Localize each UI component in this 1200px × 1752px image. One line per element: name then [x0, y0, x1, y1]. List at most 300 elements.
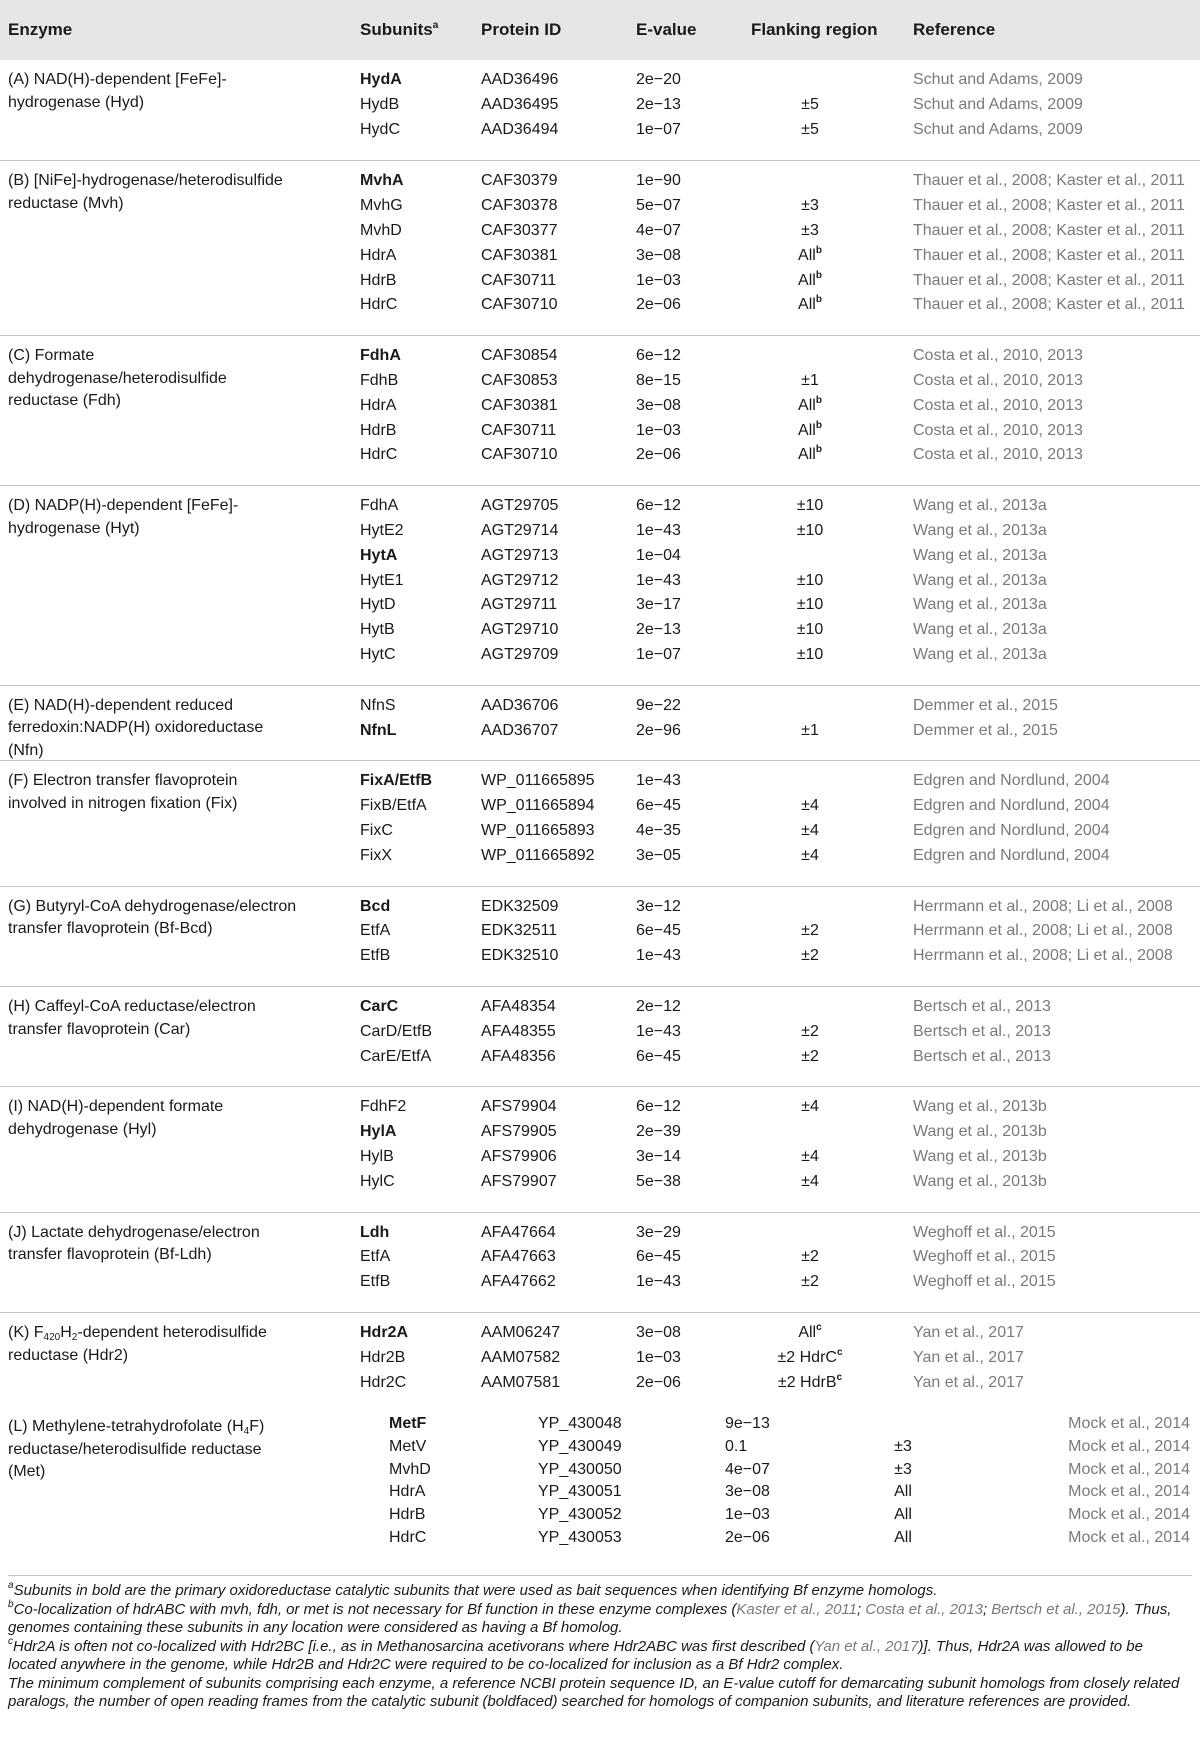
subunit-cell: MvhD: [360, 221, 402, 239]
reference-cell[interactable]: Costa et al., 2010, 2013: [913, 371, 1083, 389]
flanking-text: ±2: [801, 1022, 819, 1040]
flanking-text: ±4: [801, 797, 819, 815]
evalue-cell: 3e−29: [636, 1223, 681, 1241]
flanking-cell: [730, 1272, 890, 1292]
subunit-cell: HdrC: [389, 1528, 427, 1546]
flanking-text: ±3: [801, 197, 819, 215]
evalue-cell: 4e−07: [636, 221, 681, 239]
header-flanking: Flanking region: [751, 20, 878, 39]
flanking-text: ±5: [801, 120, 819, 138]
reference-cell[interactable]: Wang et al., 2013b: [913, 1172, 1047, 1190]
reference-cell[interactable]: Wang et al., 2013b: [913, 1147, 1047, 1165]
subunit-cell: FdhA: [360, 347, 401, 365]
reference-cell[interactable]: Wang et al., 2013a: [913, 596, 1047, 614]
reference-cell[interactable]: Mock et al., 2014: [1068, 1438, 1190, 1456]
protein-id-cell: AFS79904: [481, 1098, 557, 1116]
flanking-cell: [730, 1348, 890, 1368]
flanking-cell: [730, 120, 890, 140]
reference-cell[interactable]: Weghoff et al., 2015: [913, 1248, 1056, 1266]
reference-cell[interactable]: Wang et al., 2013a: [913, 645, 1047, 663]
flanking-cell: [730, 1247, 890, 1267]
subunit-cell: HylC: [360, 1172, 395, 1190]
flanking-text: ±2: [801, 1047, 819, 1065]
flanking-cell: [730, 196, 890, 216]
reference-cell[interactable]: Mock et al., 2014: [1068, 1506, 1190, 1524]
reference-cell[interactable]: Wang et al., 2013a: [913, 571, 1047, 589]
reference-cell[interactable]: Bertsch et al., 2013: [913, 1022, 1051, 1040]
subunit-cell: CarD/EtfB: [360, 1022, 433, 1040]
enzyme-name: (F) Electron transfer flavoprotein involved in nitrogen fixation (Fix): [8, 772, 238, 812]
evalue-cell: 2e−39: [636, 1123, 681, 1141]
protein-id-cell: YP_430048: [538, 1415, 622, 1433]
footnote-marker: c: [836, 1371, 843, 1383]
reference-cell[interactable]: Yan et al., 2017: [913, 1373, 1024, 1391]
subunit-cell: Hdr2A: [360, 1324, 409, 1341]
reference-cell[interactable]: Wang et al., 2013b: [913, 1098, 1047, 1116]
subunit-cell: HdrB: [389, 1506, 426, 1524]
flanking-cell: [730, 1323, 890, 1343]
footnote-a: [8, 1582, 1192, 1601]
subunit-cell: Hdr2C: [360, 1373, 407, 1391]
protein-id-cell: CAF30854: [481, 347, 558, 365]
footnote-marker: c: [816, 1322, 822, 1333]
subunit-cell: HytD: [360, 596, 396, 614]
evalue-cell: 3e−08: [636, 246, 681, 264]
enzyme-group: [0, 485, 1200, 686]
reference-cell[interactable]: Edgren and Nordlund, 2004: [913, 772, 1110, 790]
subunit-cell: HydA: [360, 71, 402, 88]
protein-id-cell: EDK32509: [481, 897, 559, 915]
subunit-cell: NfnL: [360, 721, 397, 739]
evalue-cell: 1e−03: [636, 271, 681, 289]
flanking-text: All: [894, 1506, 912, 1524]
flanking-cell: [730, 1047, 890, 1067]
footnote-b-sep: ;: [982, 1600, 992, 1618]
footnote-a-text: Subunits in bold are the primary oxidoreductase catalytic subunits that were used as bait sequences when identifying Bf enzyme homologs.: [13, 1582, 938, 1599]
subunit-cell: HylB: [360, 1147, 394, 1165]
flanking-text: ±10: [796, 596, 824, 614]
flanking-cell: [873, 1528, 933, 1548]
subunit-cell: HylA: [360, 1123, 397, 1141]
subunit-cell: HdrA: [360, 396, 397, 414]
reference-cell[interactable]: Weghoff et al., 2015: [913, 1223, 1056, 1241]
flanking-text: ±3: [894, 1460, 912, 1478]
flanking-text: ±4: [801, 1172, 819, 1190]
header-subunits: [360, 20, 438, 40]
evalue-cell: 1e−04: [636, 546, 681, 564]
subunit-cell: HytA: [360, 546, 398, 564]
protein-id-cell: AFA47663: [481, 1248, 556, 1266]
reference-cell[interactable]: Demmer et al., 2015: [913, 721, 1058, 739]
enzyme-name: (A) NAD(H)-dependent [FeFe]-hydrogenase (Hyd): [8, 71, 227, 111]
flanking-text: ±5: [801, 95, 819, 113]
reference-cell[interactable]: Wang et al., 2013a: [913, 546, 1047, 564]
reference-cell[interactable]: Wang et al., 2013a: [913, 497, 1047, 515]
protein-id-cell: AAD36496: [481, 71, 559, 88]
header-protein-id: Protein ID: [481, 20, 562, 39]
enzyme-name-part: F) reductase/heterodisulfide reductase (Met): [8, 1418, 265, 1481]
footnote-b-ref[interactable]: Costa et al., 2013: [865, 1600, 983, 1618]
enzyme-name: (H) Caffeyl-CoA reductase/electron transfer flavoprotein (Car): [8, 998, 256, 1038]
enzyme-name: (B) [NiFe]-hydrogenase/heterodisulfide reductase (Mvh): [8, 172, 283, 212]
protein-id-cell: AGT29713: [481, 546, 559, 564]
reference-cell[interactable]: Wang et al., 2013b: [913, 1123, 1047, 1141]
flanking-cell: [730, 821, 890, 841]
reference-cell[interactable]: Thauer et al., 2008; Kaster et al., 2011: [913, 221, 1185, 239]
enzyme-name: [8, 1416, 298, 1484]
protein-id-cell: CAF30379: [481, 172, 558, 190]
protein-id-cell: AAD36494: [481, 120, 559, 138]
footnote-marker: b: [815, 244, 822, 256]
reference-cell[interactable]: Edgren and Nordlund, 2004: [913, 797, 1110, 815]
protein-id-cell: CAF30710: [481, 446, 558, 464]
enzyme-group: [0, 685, 1200, 762]
evalue-cell: 1e−43: [636, 571, 681, 589]
evalue-cell: 1e−07: [636, 645, 681, 663]
protein-id-cell: AAM07581: [481, 1373, 561, 1391]
flanking-text: ±2: [801, 1248, 819, 1266]
reference-cell[interactable]: Bertsch et al., 2013: [913, 998, 1051, 1015]
evalue-cell: 2e−06: [636, 1373, 681, 1391]
flanking-text: ±2: [801, 1273, 819, 1291]
flanking-cell: [730, 1147, 890, 1167]
protein-id-cell: WP_011665893: [481, 821, 595, 839]
protein-id-cell: AFS79905: [481, 1123, 557, 1141]
protein-id-cell: AAD36495: [481, 95, 559, 113]
flanking-cell: [730, 846, 890, 866]
table-header: [0, 0, 1200, 60]
protein-id-cell: WP_011665892: [481, 846, 595, 864]
enzyme-name-part: -dependent heterodisulfide reductase (Hdr2): [8, 1324, 267, 1364]
evalue-cell: 5e−38: [636, 1172, 681, 1190]
enzyme-name: [8, 1322, 298, 1367]
reference-cell[interactable]: Schut and Adams, 2009: [913, 95, 1083, 113]
protein-id-cell: AGT29709: [481, 645, 559, 663]
enzyme-group: [0, 986, 1200, 1087]
flanking-cell: [873, 1505, 933, 1525]
flanking-text: ±4: [801, 1098, 819, 1116]
protein-id-cell: CAF30711: [481, 421, 557, 439]
footnote-b-ref[interactable]: Bertsch et al., 2015: [991, 1600, 1121, 1618]
evalue-cell: 1e−43: [636, 1022, 681, 1040]
subunit-cell: HydB: [360, 95, 400, 113]
footnote-b-mark: b: [8, 1598, 14, 1610]
reference-cell[interactable]: Costa et al., 2010, 2013: [913, 396, 1083, 414]
subunit-cell: MetV: [389, 1438, 427, 1456]
flanking-cell: [730, 445, 890, 465]
flanking-text: ±10: [796, 621, 824, 639]
subunit-cell: MetF: [389, 1415, 427, 1433]
enzyme-group: [0, 1312, 1200, 1413]
flanking-text: All: [798, 246, 816, 264]
protein-id-cell: CAF30378: [481, 197, 558, 215]
flanking-cell: [730, 95, 890, 115]
protein-id-cell: AAD36706: [481, 696, 559, 714]
enzyme-group: [0, 335, 1200, 486]
flanking-text: ±4: [801, 846, 819, 864]
flanking-cell: [730, 396, 890, 416]
enzyme-name-part: (K) F: [8, 1324, 44, 1341]
reference-cell[interactable]: Wang et al., 2013a: [913, 621, 1047, 639]
reference-cell[interactable]: Demmer et al., 2015: [913, 696, 1058, 714]
protein-id-cell: CAF30377: [481, 221, 558, 239]
flanking-cell: [730, 595, 890, 615]
protein-id-cell: CAF30381: [481, 396, 558, 414]
evalue-cell: 6e−12: [636, 1098, 681, 1116]
evalue-cell: 2e−13: [636, 95, 681, 113]
subunit-cell: Bcd: [360, 897, 391, 915]
subunit-cell: Hdr2B: [360, 1348, 406, 1366]
reference-cell[interactable]: Bertsch et al., 2013: [913, 1047, 1051, 1065]
subunit-cell: HdrA: [360, 246, 397, 264]
evalue-cell: 1e−07: [636, 120, 681, 138]
evalue-cell: 5e−07: [636, 197, 681, 215]
enzyme-group: [0, 160, 1200, 336]
evalue-cell: 2e−06: [636, 296, 681, 314]
reference-cell[interactable]: Schut and Adams, 2009: [913, 120, 1083, 138]
flanking-text: All: [798, 421, 816, 439]
enzyme-name: (J) Lactate dehydrogenase/electron transfer flavoprotein (Bf-Ldh): [8, 1223, 260, 1264]
flanking-cell: [730, 496, 890, 516]
enzyme-name: (E) NAD(H)-dependent reduced ferredoxin:NADP(H) oxidoreductase (Nfn): [8, 696, 264, 759]
protein-id-cell: AGT29712: [481, 571, 559, 589]
enzyme-name: (I) NAD(H)-dependent formate dehydrogenase (Hyl): [8, 1098, 224, 1138]
evalue-cell: 2e−13: [636, 621, 681, 639]
reference-cell[interactable]: Mock et al., 2014: [1068, 1415, 1190, 1433]
header-reference: Reference: [913, 20, 996, 39]
protein-id-cell: AGT29711: [481, 596, 558, 614]
evalue-cell: 2e−96: [636, 721, 681, 739]
subunit-cell: FdhB: [360, 371, 399, 389]
reference-cell[interactable]: Thauer et al., 2008; Kaster et al., 2011: [913, 271, 1185, 289]
flanking-text: ±10: [796, 521, 824, 539]
evalue-cell: 1e−03: [725, 1506, 770, 1524]
evalue-cell: 2e−20: [636, 71, 681, 88]
enzyme-name: (C) Formate dehydrogenase/heterodisulfide reductase (Fdh): [8, 347, 227, 410]
reference-cell[interactable]: Thauer et al., 2008; Kaster et al., 2011: [913, 197, 1185, 215]
reference-cell[interactable]: Yan et al., 2017: [913, 1324, 1024, 1341]
flanking-text: ±10: [796, 497, 824, 515]
reference-cell[interactable]: Edgren and Nordlund, 2004: [913, 846, 1110, 864]
protein-id-cell: EDK32511: [481, 922, 558, 940]
enzyme-group: [0, 760, 1200, 886]
flanking-text: ±3: [801, 221, 819, 239]
evalue-cell: 3e−08: [725, 1483, 770, 1501]
protein-id-cell: YP_430050: [538, 1460, 622, 1478]
flanking-text: ±10: [796, 571, 824, 589]
reference-cell[interactable]: Herrmann et al., 2008; Li et al., 2008: [913, 922, 1173, 940]
reference-cell[interactable]: Edgren and Nordlund, 2004: [913, 821, 1110, 839]
header-enzyme: Enzyme: [8, 20, 73, 39]
flanking-cell: [730, 1097, 890, 1117]
subunit-cell: FdhA: [360, 497, 399, 515]
subunit-cell: MvhG: [360, 197, 403, 215]
protein-id-cell: AFA48356: [481, 1047, 556, 1065]
reference-cell[interactable]: Wang et al., 2013a: [913, 521, 1047, 539]
flanking-text: All: [894, 1528, 912, 1546]
protein-id-cell: YP_430051: [538, 1483, 622, 1501]
subunit-cell: NfnS: [360, 696, 396, 714]
footnote-c-text: )]. Thus, Hdr2A was allowed to be located anywhere in the genome, while Hdr2B and Hdr2C were required to be co-localized for inclusion as a Bf Hdr2 complex.: [8, 1637, 1143, 1673]
reference-cell[interactable]: Yan et al., 2017: [913, 1348, 1024, 1366]
evalue-cell: 1e−43: [636, 521, 681, 539]
enzyme-group: [0, 1412, 1200, 1564]
reference-cell[interactable]: Thauer et al., 2008; Kaster et al., 2011: [913, 246, 1185, 264]
enzyme-group: [0, 1086, 1200, 1212]
reference-cell[interactable]: Costa et al., 2010, 2013: [913, 446, 1083, 464]
flanking-text: ±2 HdrB: [777, 1373, 837, 1391]
footnote-marker: c: [836, 1346, 843, 1358]
flanking-cell: [730, 521, 890, 541]
flanking-text: ±4: [801, 1147, 819, 1165]
evalue-cell: 1e−43: [636, 772, 681, 790]
evalue-cell: 3e−08: [636, 1324, 681, 1341]
flanking-cell: [873, 1460, 933, 1480]
enzyme-group: [0, 1212, 1200, 1313]
protein-id-cell: WP_011665894: [481, 797, 595, 815]
footnote-c-ref[interactable]: Yan et al., 2017: [814, 1637, 919, 1655]
subunit-cell: HdrA: [389, 1483, 426, 1501]
subunit-cell: HdrC: [360, 446, 398, 464]
protein-id-cell: CAF30853: [481, 371, 558, 389]
reference-cell[interactable]: Thauer et al., 2008; Kaster et al., 2011: [913, 296, 1185, 314]
enzyme-name-part: H: [60, 1324, 72, 1341]
evalue-cell: 6e−12: [636, 347, 681, 365]
evalue-cell: 3e−17: [636, 596, 681, 614]
enzyme-subscript: 420: [43, 1332, 61, 1343]
reference-cell[interactable]: Herrmann et al., 2008; Li et al., 2008: [913, 897, 1173, 915]
footnote-b-sep: ;: [857, 1600, 866, 1618]
flanking-cell: [730, 721, 890, 741]
reference-cell[interactable]: Mock et al., 2014: [1068, 1460, 1190, 1478]
subunit-cell: MvhA: [360, 172, 404, 190]
flanking-text: ±1: [801, 721, 819, 739]
footnote-c-mark: c: [8, 1635, 13, 1647]
protein-id-cell: AGT29714: [481, 521, 559, 539]
reference-cell[interactable]: Weghoff et al., 2015: [913, 1273, 1056, 1291]
subunit-cell: EtfB: [360, 947, 391, 965]
enzyme-subscript: 2: [71, 1332, 78, 1343]
subunit-cell: CarC: [360, 998, 399, 1015]
evalue-cell: 3e−12: [636, 897, 681, 915]
flanking-text: ±1: [801, 371, 819, 389]
subunit-cell: HytE1: [360, 571, 404, 589]
enzyme-name: (D) NADP(H)-dependent [FeFe]-hydrogenase (Hyt): [8, 497, 239, 537]
flanking-text: ±2: [801, 922, 819, 940]
subunit-cell: HdrC: [360, 296, 398, 314]
evalue-cell: 1e−43: [636, 947, 681, 965]
reference-cell[interactable]: Herrmann et al., 2008; Li et al., 2008: [913, 947, 1173, 965]
footnotes: [8, 1575, 1192, 1712]
protein-id-cell: YP_430053: [538, 1528, 622, 1546]
footnote-c-text: Hdr2A is often not co-localized with Hdr2BC [i.e., as in Methanosarcina acetivorans where Hdr2ABC was first described (: [13, 1637, 815, 1655]
header-evalue: E-value: [636, 20, 697, 39]
subunit-cell: HytC: [360, 645, 396, 663]
evalue-cell: 9e−22: [636, 696, 681, 714]
protein-id-cell: AFA47662: [481, 1273, 556, 1291]
footnote-c: [8, 1635, 1192, 1675]
evalue-cell: 6e−45: [636, 922, 681, 940]
flanking-text: ±3: [894, 1438, 912, 1456]
flanking-text: All: [798, 396, 816, 414]
evalue-cell: 1e−03: [636, 1348, 681, 1366]
footnote-b-ref[interactable]: Kaster et al., 2011: [736, 1600, 858, 1618]
flanking-cell: [730, 271, 890, 291]
flanking-cell: [730, 645, 890, 665]
protein-id-cell: CAF30381: [481, 246, 558, 264]
footnote-marker: b: [815, 419, 822, 431]
evalue-cell: 6e−12: [636, 497, 681, 515]
footnote-b: [8, 1598, 1192, 1638]
reference-cell[interactable]: Costa et al., 2010, 2013: [913, 347, 1083, 365]
evalue-cell: 3e−14: [636, 1147, 681, 1165]
enzyme-name: (G) Butyryl-CoA dehydrogenase/electron transfer flavoprotein (Bf-Bcd): [8, 897, 297, 938]
protein-id-cell: AFA47664: [481, 1223, 556, 1241]
evalue-cell: 6e−45: [636, 1248, 681, 1266]
subunit-cell: HdrB: [360, 271, 397, 289]
evalue-cell: 3e−05: [636, 846, 681, 864]
protein-id-cell: EDK32510: [481, 947, 559, 965]
subunit-cell: FixA/EtfB: [360, 772, 432, 790]
reference-cell[interactable]: Schut and Adams, 2009: [913, 71, 1083, 88]
evalue-cell: 9e−13: [725, 1415, 770, 1433]
flanking-cell: [730, 946, 890, 966]
header-subunits-text: Subunits: [360, 20, 433, 39]
footnote-marker: b: [815, 444, 822, 456]
flanking-text: ±10: [796, 645, 824, 663]
flanking-cell: [873, 1482, 933, 1502]
flanking-text: All: [798, 446, 816, 464]
flanking-cell: [730, 371, 890, 391]
flanking-cell: [873, 1437, 933, 1457]
protein-id-cell: AFS79907: [481, 1172, 557, 1190]
protein-id-cell: AAD36707: [481, 721, 559, 739]
subunit-cell: HdrB: [360, 421, 397, 439]
reference-cell[interactable]: Thauer et al., 2008; Kaster et al., 2011: [913, 172, 1185, 190]
evalue-cell: 1e−43: [636, 1273, 681, 1291]
footnote-b-text: ). Thus, genomes containing these subunits in any location were considered as having a Bf homolog.: [8, 1600, 1172, 1636]
flanking-text: ±2: [801, 947, 819, 965]
protein-id-cell: AAM06247: [481, 1324, 561, 1341]
flanking-cell: [730, 1022, 890, 1042]
reference-cell[interactable]: Mock et al., 2014: [1068, 1528, 1190, 1546]
flanking-cell: [730, 796, 890, 816]
subunit-cell: EtfA: [360, 922, 391, 940]
evalue-cell: 1e−03: [636, 421, 681, 439]
flanking-cell: [730, 421, 890, 441]
flanking-cell: [730, 1172, 890, 1192]
enzyme-group: [0, 60, 1200, 160]
protein-id-cell: YP_430049: [538, 1438, 622, 1456]
evalue-cell: 6e−45: [636, 797, 681, 815]
subunit-cell: HydC: [360, 120, 401, 138]
reference-cell[interactable]: Mock et al., 2014: [1068, 1483, 1190, 1501]
enzyme-name-part: (L) Methylene-tetrahydrofolate (H: [8, 1418, 244, 1436]
protein-id-cell: AFA48354: [481, 998, 556, 1015]
flanking-cell: [730, 1373, 890, 1393]
flanking-cell: [730, 921, 890, 941]
evalue-cell: 2e−12: [636, 998, 681, 1015]
evalue-cell: 0.1: [725, 1438, 748, 1456]
reference-cell[interactable]: Costa et al., 2010, 2013: [913, 421, 1083, 439]
protein-id-cell: AGT29705: [481, 497, 559, 515]
footnote-marker: b: [815, 394, 822, 406]
subunit-cell: FixX: [360, 846, 392, 864]
evalue-cell: 4e−35: [636, 821, 681, 839]
protein-id-cell: AAM07582: [481, 1348, 561, 1366]
evalue-cell: 2e−06: [636, 446, 681, 464]
evalue-cell: 3e−08: [636, 396, 681, 414]
